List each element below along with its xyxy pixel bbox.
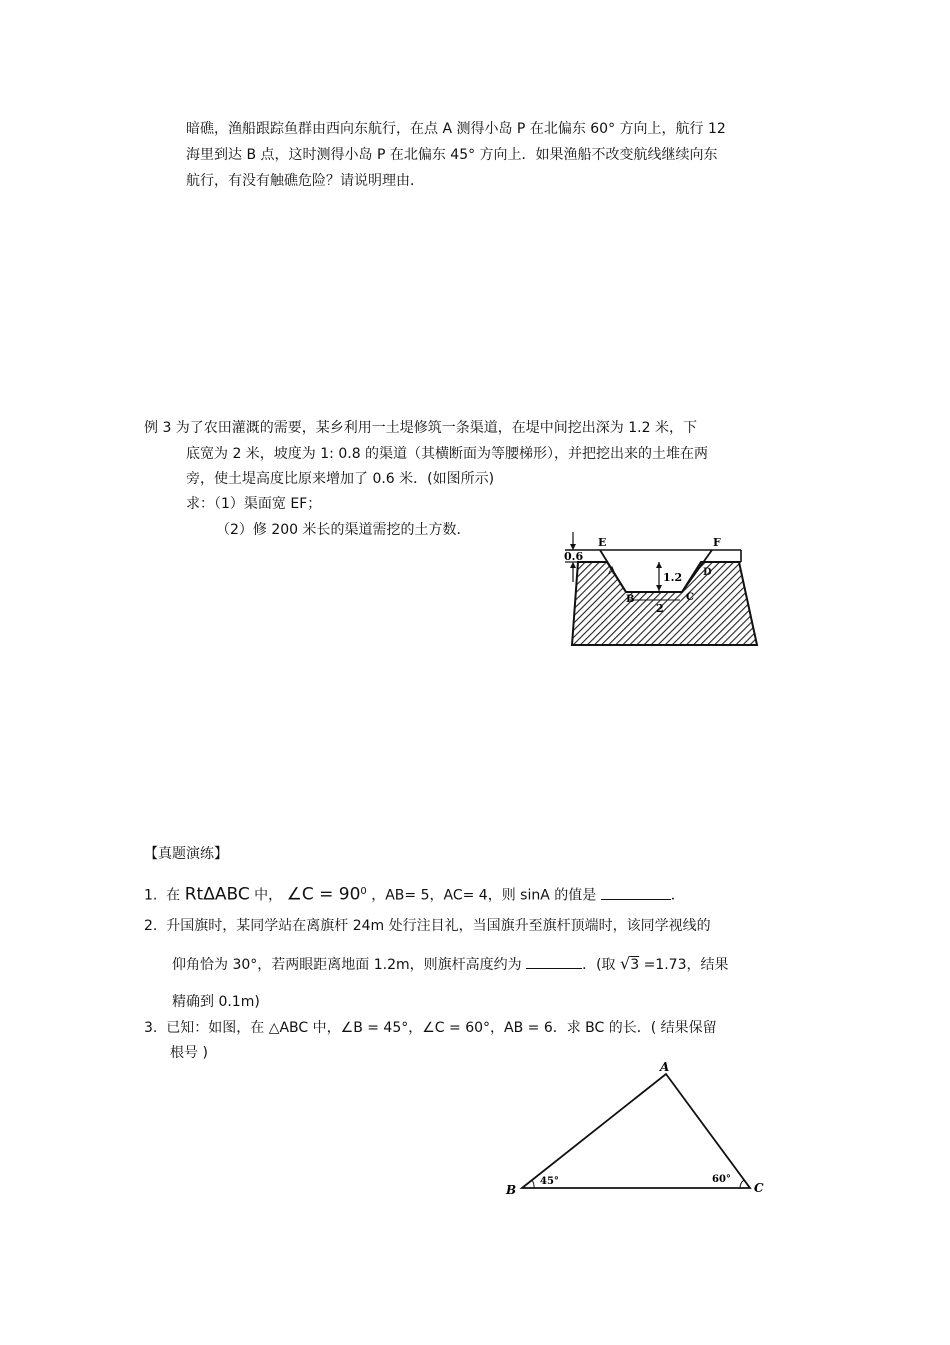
label-B: B [626,594,635,605]
q2-text-2b: ．(取 [582,957,616,973]
q2-sqrt-number: 3 [630,957,640,973]
triangle-label-B: B [506,1183,517,1197]
practice-question-1 [144,882,685,906]
practice-question-3-line-1 [144,1018,717,1038]
example3-question-2: （2）修 200 米长的渠道需挖的土方数． [216,522,471,538]
prev-problem-line-1: 暗礁，渔船跟踪鱼群由西向东航行，在点 A 测得小岛 P 在北偏东 60° 方向上，航行 12 [186,121,726,137]
angle-b-label: 45° [540,1176,559,1187]
dim-0-6-label: 0.6 [564,550,584,563]
q1-angle: ∠C = 90 [286,884,361,905]
example3-line-1: 例 3 为了农田灌溉的需要，某乡利用一土堤修筑一条渠道，在堤中间挖出深为 1.2 米，下 [144,420,697,436]
practice-question-2-line-2 [172,954,728,975]
label-A: A [608,566,616,577]
label-F: F [713,536,721,549]
angle-c-label: 60° [712,1174,731,1185]
q1-rt-triangle: RtΔABC [184,884,250,905]
sqrt-icon: √ [620,954,631,973]
triangle-abc [522,1074,750,1188]
triangle-label-A: A [660,1060,670,1074]
q2-text-2a: 仰角恰为 30°，若两眼距离地面 1.2m，则旗杆高度约为 [172,957,522,973]
example3-line-2: 底宽为 2 米，坡度为 1: 0.8 的渠道（其横断面为等腰梯形），并把挖出来的土堆在两 [186,446,709,462]
dim-1-2-arrowhead-top [656,562,662,568]
channel-cross-section-figure [560,530,760,650]
practice-heading: 【真题演练】 [144,846,228,862]
label-E: E [598,536,607,549]
angle-b-arc [532,1180,534,1188]
prev-problem-line-3: 航行，有没有触礁危险？请说明理由． [186,173,424,189]
practice-question-2-line-3: 精确到 0.1m) [172,994,260,1010]
example3-question-1: 求：（1）渠面宽 EF； [186,496,322,512]
q1-degree-mark: 0 [360,886,367,897]
q3-text-1: 已知：如图，在 △ABC 中，∠B = 45°，∠C = 60°，AB = 6．求 BC 的长．( 结果保留 [166,1020,717,1036]
q2-answer-blank[interactable] [526,954,582,969]
q1-text-prefix: 在 [166,887,181,904]
q2-number: 2. [144,918,158,934]
prev-problem-line-2: 海里到达 B 点，这时测得小岛 P 在北偏东 45° 方向上．如果渔船不改变航线继续向东 [186,147,718,163]
q2-text-1: 升国旗时，某同学站在离旗杆 24m 处行注目礼，当国旗升至旗杆顶端时，该同学视线的 [166,918,711,934]
dim-1-2-label: 1.2 [663,571,683,584]
dim-2-label: 2 [656,602,664,615]
label-D: D [703,567,712,578]
label-C: C [686,592,694,603]
q1-answer-blank[interactable] [601,885,671,900]
practice-question-3-line-2: 根号 ) [170,1045,208,1061]
dim-1-2-arrowhead-bottom [656,585,662,591]
practice-question-2-line-1 [144,916,711,936]
triangle-label-C: C [754,1181,764,1195]
example3-line-3: 旁，使土堤高度比原来增加了 0.6 米．(如图所示) [186,471,495,487]
q1-text-end: ． [670,887,685,904]
q1-text-main: ，AB= 5，AC= 4，则 sinA 的值是 [371,887,597,904]
q3-number: 3. [144,1020,158,1036]
q1-number: 1. [144,887,158,904]
q2-text-2c: =1.73，结果 [643,957,729,973]
q1-text-middle: 中， [254,887,283,904]
triangle-abc-figure [500,1060,780,1200]
angle-c-arc [740,1180,744,1188]
